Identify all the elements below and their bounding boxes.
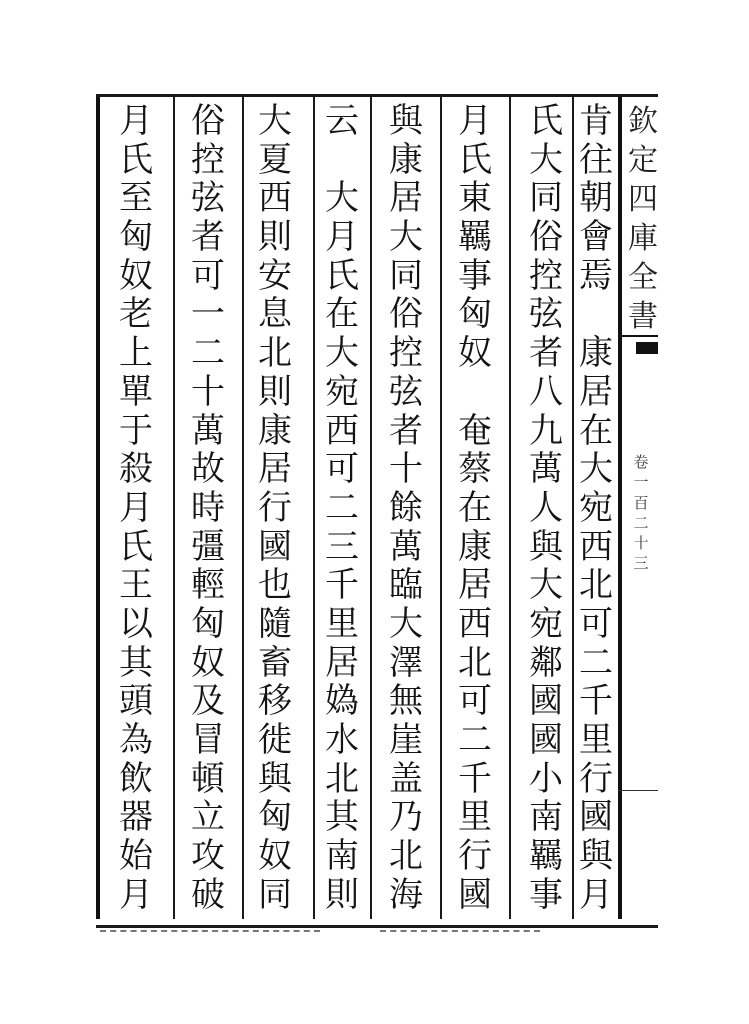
glyph: 奄 bbox=[458, 410, 492, 451]
glyph: 二 bbox=[579, 642, 613, 683]
glyph: 者 bbox=[191, 217, 225, 258]
margin-glyph: 一 bbox=[633, 473, 649, 492]
glyph: 里 bbox=[325, 603, 359, 644]
column-rule bbox=[313, 97, 315, 919]
glyph: 人 bbox=[529, 487, 563, 528]
glyph: 頭 bbox=[119, 681, 153, 722]
glyph: 西 bbox=[258, 178, 292, 219]
glyph: 月 bbox=[119, 487, 153, 528]
glyph: 里 bbox=[579, 720, 613, 760]
glyph: 澤 bbox=[389, 642, 423, 683]
glyph: 故 bbox=[191, 449, 225, 490]
glyph: 大 bbox=[529, 565, 563, 606]
glyph: 九 bbox=[529, 410, 563, 451]
glyph: 焉 bbox=[579, 255, 613, 296]
glyph: 息 bbox=[258, 294, 292, 335]
glyph: 南 bbox=[325, 836, 359, 877]
glyph: 西 bbox=[458, 603, 492, 644]
glyph: 康 bbox=[458, 526, 492, 567]
glyph: 宛 bbox=[529, 603, 563, 644]
glyph: 為 bbox=[119, 720, 153, 760]
glyph: 一 bbox=[191, 294, 225, 335]
glyph: 立 bbox=[191, 797, 225, 838]
glyph: 北 bbox=[258, 333, 292, 374]
glyph bbox=[591, 297, 602, 335]
glyph: 月 bbox=[119, 874, 153, 915]
glyph: 匈 bbox=[191, 603, 225, 644]
margin-glyph: 三 bbox=[633, 554, 649, 573]
glyph: 無 bbox=[389, 681, 423, 722]
glyph: 奴 bbox=[458, 333, 492, 374]
glyph: 大 bbox=[389, 603, 423, 644]
glyph: 者 bbox=[529, 333, 563, 374]
glyph: 夏 bbox=[258, 139, 292, 180]
glyph: 小 bbox=[529, 758, 563, 799]
text-column-3 bbox=[451, 101, 499, 916]
glyph: 二 bbox=[458, 720, 492, 760]
margin-glyph: 十 bbox=[633, 534, 649, 552]
glyph: 北 bbox=[389, 836, 423, 877]
glyph: 月 bbox=[579, 874, 613, 915]
glyph: 二 bbox=[191, 333, 225, 374]
glyph: 云 bbox=[325, 101, 359, 141]
glyph: 弦 bbox=[389, 371, 423, 412]
glyph: 同 bbox=[258, 874, 292, 915]
glyph: 飲 bbox=[119, 758, 153, 799]
margin-glyph: 四 bbox=[628, 182, 658, 217]
glyph: 十 bbox=[389, 449, 423, 490]
glyph: 冒 bbox=[191, 720, 225, 760]
glyph: 奴 bbox=[258, 836, 292, 877]
glyph: 氏 bbox=[529, 101, 563, 141]
glyph: 則 bbox=[258, 371, 292, 412]
glyph: 崖 bbox=[389, 720, 423, 760]
glyph bbox=[337, 143, 348, 181]
glyph: 里 bbox=[458, 797, 492, 838]
glyph: 大 bbox=[325, 178, 359, 219]
column-rule bbox=[509, 97, 511, 919]
glyph: 康 bbox=[258, 410, 292, 451]
glyph: 宛 bbox=[325, 371, 359, 412]
glyph: 羈 bbox=[458, 217, 492, 258]
glyph: 朝 bbox=[579, 178, 613, 219]
glyph: 康 bbox=[579, 333, 613, 374]
text-column-1 bbox=[572, 101, 620, 916]
glyph: 奴 bbox=[191, 642, 225, 683]
column-rule bbox=[440, 97, 442, 919]
glyph: 及 bbox=[191, 681, 225, 722]
glyph: 居 bbox=[458, 565, 492, 606]
text-column-7 bbox=[184, 101, 232, 916]
glyph: 居 bbox=[258, 449, 292, 490]
glyph: 行 bbox=[258, 487, 292, 528]
glyph: 餘 bbox=[389, 487, 423, 528]
glyph: 氏 bbox=[119, 139, 153, 180]
margin-glyph: 二 bbox=[633, 513, 649, 532]
glyph: 臨 bbox=[389, 565, 423, 606]
glyph: 往 bbox=[579, 139, 613, 180]
glyph: 大 bbox=[389, 217, 423, 258]
glyph: 弦 bbox=[191, 178, 225, 219]
glyph: 可 bbox=[579, 603, 613, 644]
column-rule bbox=[242, 97, 244, 919]
glyph: 可 bbox=[325, 449, 359, 490]
glyph: 弦 bbox=[529, 294, 563, 335]
glyph: 北 bbox=[325, 758, 359, 799]
glyph: 國 bbox=[458, 874, 492, 915]
glyph: 千 bbox=[325, 565, 359, 606]
glyph: 二 bbox=[325, 487, 359, 528]
glyph: 輕 bbox=[191, 565, 225, 606]
glyph: 國 bbox=[529, 681, 563, 722]
glyph: 萬 bbox=[529, 449, 563, 490]
glyph: 十 bbox=[191, 371, 225, 412]
glyph: 徙 bbox=[258, 720, 292, 760]
glyph: 單 bbox=[119, 371, 153, 412]
glyph: 殺 bbox=[119, 449, 153, 490]
glyph: 氏 bbox=[458, 139, 492, 180]
glyph: 匈 bbox=[258, 797, 292, 838]
glyph: 始 bbox=[119, 836, 153, 877]
margin-glyph: 卷 bbox=[633, 453, 649, 471]
glyph: 北 bbox=[579, 565, 613, 606]
margin-volume-page bbox=[628, 452, 654, 574]
glyph: 在 bbox=[325, 294, 359, 335]
glyph: 安 bbox=[258, 255, 292, 296]
glyph: 西 bbox=[325, 410, 359, 451]
glyph: 則 bbox=[325, 874, 359, 915]
glyph: 居 bbox=[325, 642, 359, 683]
glyph: 千 bbox=[579, 681, 613, 722]
glyph: 彊 bbox=[191, 526, 225, 567]
glyph: 控 bbox=[529, 255, 563, 296]
glyph: 月 bbox=[119, 101, 153, 141]
glyph: 可 bbox=[458, 681, 492, 722]
glyph: 氏 bbox=[119, 526, 153, 567]
glyph: 鄰 bbox=[529, 642, 563, 683]
glyph: 其 bbox=[325, 797, 359, 838]
text-column-5 bbox=[318, 101, 366, 916]
glyph: 在 bbox=[458, 487, 492, 528]
text-column-2 bbox=[522, 101, 570, 916]
glyph: 匈 bbox=[119, 217, 153, 258]
glyph: 月 bbox=[458, 101, 492, 141]
glyph: 王 bbox=[119, 565, 153, 606]
glyph: 水 bbox=[325, 720, 359, 760]
glyph: 千 bbox=[458, 758, 492, 799]
margin-book-title bbox=[623, 102, 663, 336]
fishtail-mark bbox=[622, 335, 658, 337]
glyph: 大 bbox=[258, 101, 292, 141]
glyph: 俗 bbox=[389, 294, 423, 335]
glyph: 頓 bbox=[191, 758, 225, 799]
margin-glyph: 百 bbox=[633, 493, 649, 512]
glyph: 國 bbox=[258, 526, 292, 567]
glyph: 于 bbox=[119, 410, 153, 451]
glyph: 與 bbox=[579, 836, 613, 877]
glyph: 至 bbox=[119, 178, 153, 219]
glyph: 者 bbox=[389, 410, 423, 451]
margin-tick bbox=[618, 790, 658, 791]
glyph: 乃 bbox=[389, 797, 423, 838]
glyph: 海 bbox=[389, 874, 423, 915]
glyph: 攻 bbox=[191, 836, 225, 877]
glyph: 大 bbox=[325, 333, 359, 374]
glyph: 肯 bbox=[579, 101, 613, 141]
glyph: 奴 bbox=[119, 255, 153, 296]
glyph: 與 bbox=[529, 526, 563, 567]
glyph: 事 bbox=[458, 255, 492, 296]
left-border-rule bbox=[96, 97, 100, 919]
glyph: 控 bbox=[389, 333, 423, 374]
glyph: 南 bbox=[529, 797, 563, 838]
page-edge-dash bbox=[380, 930, 540, 932]
glyph: 老 bbox=[119, 294, 153, 335]
text-column-4 bbox=[382, 101, 430, 916]
glyph: 居 bbox=[389, 178, 423, 219]
glyph: 氏 bbox=[325, 255, 359, 296]
glyph: 俗 bbox=[529, 217, 563, 258]
column-rule bbox=[370, 97, 372, 919]
glyph: 控 bbox=[191, 139, 225, 180]
glyph: 盖 bbox=[389, 758, 423, 799]
glyph: 同 bbox=[529, 178, 563, 219]
fishtail-block bbox=[636, 342, 658, 354]
glyph: 康 bbox=[389, 139, 423, 180]
glyph: 隨 bbox=[258, 603, 292, 644]
margin-glyph: 書 bbox=[628, 299, 658, 334]
glyph: 行 bbox=[579, 758, 613, 799]
margin-glyph: 庫 bbox=[628, 221, 658, 256]
glyph: 東 bbox=[458, 178, 492, 219]
glyph: 破 bbox=[191, 874, 225, 915]
glyph: 也 bbox=[258, 565, 292, 606]
glyph: 則 bbox=[258, 217, 292, 258]
margin-glyph: 定 bbox=[628, 143, 658, 178]
glyph: 與 bbox=[389, 101, 423, 141]
glyph: 事 bbox=[529, 874, 563, 915]
glyph: 畜 bbox=[258, 642, 292, 683]
glyph: 匈 bbox=[458, 294, 492, 335]
glyph: 北 bbox=[458, 642, 492, 683]
glyph: 俗 bbox=[191, 101, 225, 141]
glyph: 八 bbox=[529, 371, 563, 412]
glyph: 在 bbox=[579, 410, 613, 451]
glyph: 媯 bbox=[325, 681, 359, 722]
text-column-6 bbox=[251, 101, 299, 916]
glyph: 大 bbox=[579, 449, 613, 490]
glyph: 其 bbox=[119, 642, 153, 683]
glyph: 蔡 bbox=[458, 449, 492, 490]
glyph: 萬 bbox=[389, 526, 423, 567]
glyph: 可 bbox=[191, 255, 225, 296]
glyph: 大 bbox=[529, 139, 563, 180]
glyph: 國 bbox=[529, 720, 563, 760]
column-rule bbox=[173, 97, 175, 919]
glyph: 羈 bbox=[529, 836, 563, 877]
glyph: 上 bbox=[119, 333, 153, 374]
glyph: 國 bbox=[579, 797, 613, 838]
glyph: 三 bbox=[325, 526, 359, 567]
glyph: 萬 bbox=[191, 410, 225, 451]
glyph: 居 bbox=[579, 371, 613, 412]
glyph: 器 bbox=[119, 797, 153, 838]
glyph: 宛 bbox=[579, 487, 613, 528]
glyph: 移 bbox=[258, 681, 292, 722]
glyph: 以 bbox=[119, 603, 153, 644]
glyph: 同 bbox=[389, 255, 423, 296]
glyph: 與 bbox=[258, 758, 292, 799]
glyph: 西 bbox=[579, 526, 613, 567]
glyph: 月 bbox=[325, 217, 359, 258]
glyph bbox=[470, 375, 481, 413]
glyph: 會 bbox=[579, 217, 613, 258]
glyph: 行 bbox=[458, 836, 492, 877]
margin-glyph: 欽 bbox=[628, 104, 658, 139]
text-column-8 bbox=[112, 101, 160, 916]
glyph: 時 bbox=[191, 487, 225, 528]
page-edge-dash bbox=[100, 930, 320, 932]
margin-glyph: 全 bbox=[628, 260, 658, 295]
